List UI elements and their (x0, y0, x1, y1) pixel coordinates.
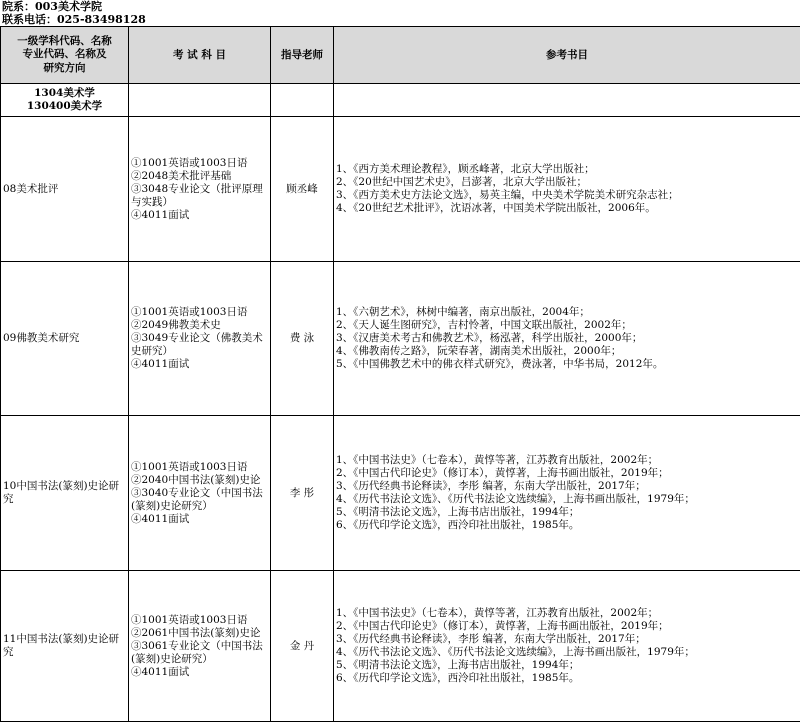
header-code-line: 专业代码、名称及 (5, 48, 124, 62)
book-item: 4、《佛教南传之路》，阮荣春著，湖南美术出版社，2000年； (336, 345, 800, 358)
supervisor: 李 彤 (271, 416, 334, 571)
book-item: 2、《天人诞生图研究》，吉村怜著，中国文联出版社，2002年； (336, 319, 800, 332)
table-row (1, 571, 800, 722)
reference-books (334, 416, 800, 571)
book-item: 4、《历代书法论文选》、《历代书法论文选续编》，上海书画出版社，1979年； (336, 646, 800, 659)
exam-item: ③3061专业论文（中国书法(篆刻)史论研究） (131, 640, 268, 666)
discipline-row (1, 84, 800, 117)
header-code-name (1, 27, 129, 84)
exam-item: ③3049专业论文（佛教美术史研究） (131, 332, 268, 358)
book-item: 2、《20世纪中国艺术史》，吕澎著，北京大学出版社； (336, 176, 800, 189)
supervisor: 顾丞峰 (271, 117, 334, 262)
header-books: 参考书目 (334, 27, 800, 84)
empty-cell (334, 84, 800, 117)
first-level-discipline: 1304美术学 (1, 87, 128, 100)
exam-item: ①1001英语或1003日语 (131, 306, 268, 319)
exam-item: ④4011面试 (131, 209, 268, 222)
table-row (1, 262, 800, 416)
book-item: 1、《中国书法史》（七卷本），黄惇等著，江苏教育出版社，2002年； (336, 454, 800, 467)
exam-item: ①1001英语或1003日语 (131, 614, 268, 627)
major-code: 130400美术学 (1, 100, 128, 113)
header-code-line: 一级学科代码、名称 (5, 35, 124, 49)
table-header-row (1, 27, 800, 84)
exam-subjects (129, 262, 271, 416)
exam-subjects (129, 416, 271, 571)
exam-subjects (129, 571, 271, 722)
reference-books (334, 571, 800, 722)
book-item: 1、《中国书法史》（七卷本），黄惇等著，江苏教育出版社，2002年； (336, 607, 800, 620)
department-label: 院系：003美术学院 (2, 0, 800, 13)
book-item: 1、《六朝艺术》，林树中编著，南京出版社，2004年； (336, 306, 800, 319)
discipline-cell (1, 84, 129, 117)
supervisor: 金 丹 (271, 571, 334, 722)
book-item: 4、《20世纪艺术批评》，沈语冰著，中国美术学院出版社，2006年。 (336, 202, 800, 215)
phone-label: 联系电话：025-83498128 (2, 13, 800, 26)
exam-item: ③3048专业论文（批评原理与实践） (131, 183, 268, 209)
exam-item: ①1001英语或1003日语 (131, 157, 268, 170)
book-item: 3、《历代经典书论释读》，李彤 编著，东南大学出版社，2017年； (336, 633, 800, 646)
research-direction: 09佛教美术研究 (1, 262, 129, 416)
book-item: 1、《西方美术理论教程》，顾丞峰著，北京大学出版社； (336, 163, 800, 176)
exam-item: ④4011面试 (131, 358, 268, 371)
empty-cell (271, 84, 334, 117)
reference-books (334, 117, 800, 262)
book-item: 2、《中国古代印论史》（修订本），黄惇著，上海书画出版社，2019年； (336, 620, 800, 633)
research-direction: 11中国书法(篆刻)史论研究 (1, 571, 129, 722)
exam-item: ②2049佛教美术史 (131, 319, 268, 332)
header-teacher: 指导老师 (271, 27, 334, 84)
exam-item: ④4011面试 (131, 666, 268, 679)
header-exam: 考 试 科 目 (129, 27, 271, 84)
book-item: 3、《历代经典书论释读》，李彤 编著，东南大学出版社，2017年； (336, 480, 800, 493)
book-item: 3、《西方美术史方法论文选》，易英主编，中央美术学院美术研究杂志社； (336, 189, 800, 202)
exam-item: ②2040中国书法(篆刻)史论 (131, 474, 268, 487)
book-item: 5、《明清书法论文选》，上海书店出版社，1994年； (336, 506, 800, 519)
research-direction: 08美术批评 (1, 117, 129, 262)
book-item: 6、《历代印学论文选》，西泠印社出版社，1985年。 (336, 519, 800, 532)
exam-item: ①1001英语或1003日语 (131, 461, 268, 474)
supervisor: 费 泳 (271, 262, 334, 416)
exam-item: ③3040专业论文（中国书法(篆刻)史论研究） (131, 487, 268, 513)
header-code-line: 研究方向 (5, 62, 124, 76)
empty-cell (129, 84, 271, 117)
exam-item: ②2048美术批评基础 (131, 170, 268, 183)
book-item: 2、《中国古代印论史》（修订本），黄惇著，上海书画出版社，2019年； (336, 467, 800, 480)
book-item: 3、《汉唐美术考古和佛教艺术》，杨泓著，科学出版社，2000年； (336, 332, 800, 345)
research-direction: 10中国书法(篆刻)史论研究 (1, 416, 129, 571)
document-header (0, 0, 800, 26)
book-item: 5、《明清书法论文选》，上海书店出版社，1994年； (336, 659, 800, 672)
table-row (1, 117, 800, 262)
book-item: 6、《历代印学论文选》，西泠印社出版社，1985年。 (336, 672, 800, 685)
exam-item: ②2061中国书法(篆刻)史论 (131, 627, 268, 640)
book-item: 4、《历代书法论文选》、《历代书法论文选续编》，上海书画出版社，1979年； (336, 493, 800, 506)
catalog-table (0, 26, 800, 722)
table-row (1, 416, 800, 571)
book-item: 5、《中国佛教艺术中的佛衣样式研究》，费泳著，中华书局，2012年。 (336, 358, 800, 371)
reference-books (334, 262, 800, 416)
exam-subjects (129, 117, 271, 262)
exam-item: ④4011面试 (131, 513, 268, 526)
